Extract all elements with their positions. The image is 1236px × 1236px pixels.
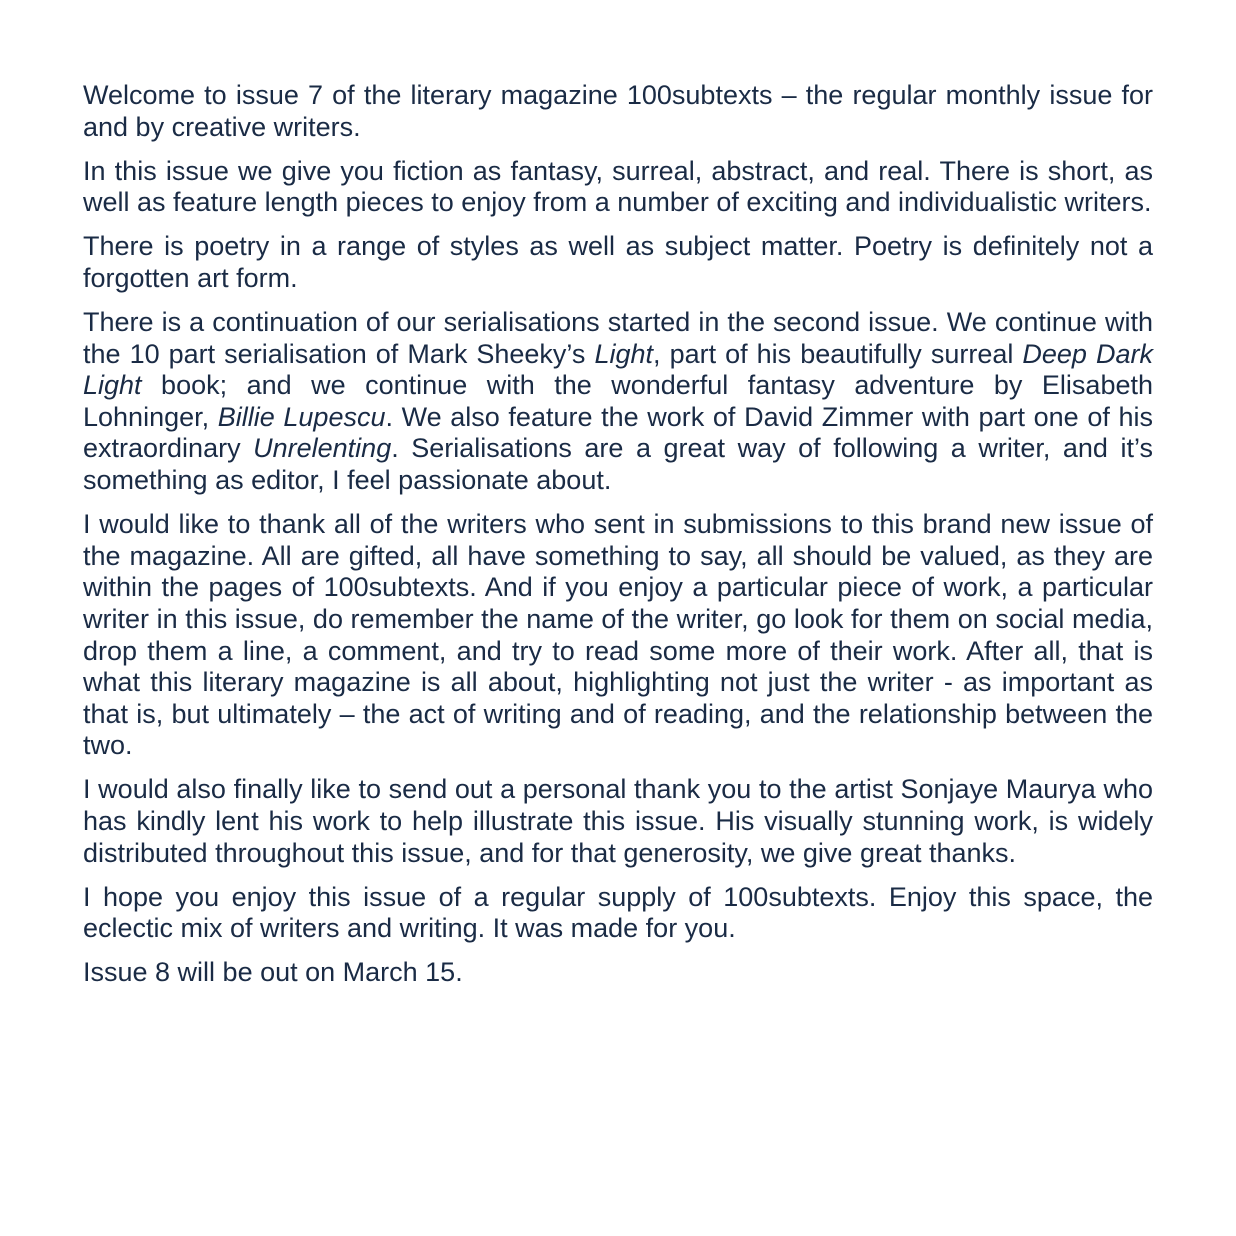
closing-paragraph: I hope you enjoy this issue of a regular supply of 100subtexts. Enjoy this space, the eclectic mix of writers and writing. It was made for you. [83,881,1153,944]
thanks-writers-paragraph: I would like to thank all of the writers who sent in submissions to this brand new issue of the magazine. All are gifted, all have something to say, all should be valued, as they are within the pages of 100subtexts. And if you enjoy a particular piece of work, a particular writer in this issue, do remember the name of the writer, go look for them on social media, drop them a line, a comment, and try to read some more of their work. After all, that is what this literary magazine is all about, highlighting not just the writer - as important as that is, but ultimately – the act of writing and of reading, and the relationship between the two. [83,509,1153,761]
serialisations-paragraph [83,307,1153,497]
title-light: Light [594,338,654,369]
serialisations-text-5: . Serialisations are a great way of following a writer, and it’s something as editor, I feel passionate about. [83,433,1153,496]
serialisations-text-2: , part of his beautifully surreal [653,338,1023,369]
serialisations-text-3: book; and we continue with the wonderful fantasy adventure by Elisabeth Lohninger, [83,370,1153,432]
fiction-paragraph: In this issue we give you fiction as fantasy, surreal, abstract, and real. There is short, as well as feature length pieces to enjoy from a number of exciting and individualistic writers. [83,155,1153,218]
editorial-page [83,80,1153,989]
title-unrelenting: Unrelenting [253,433,392,464]
serialisations-text-4: . We also feature the work of David Zimmer with part one of his extraordinary [83,401,1153,464]
title-billie-lupescu: Billie Lupescu [217,401,386,432]
intro-paragraph: Welcome to issue 7 of the literary magazine 100subtexts – the regular monthly issue for and by creative writers. [83,80,1153,142]
thanks-artist-paragraph: I would also finally like to send out a personal thank you to the artist Sonjaye Maurya who has kindly lent his work to help illustrate this issue. His visually stunning work, is widely distributed throughout this issue, and for that generosity, we give great thanks. [83,774,1153,868]
poetry-paragraph: There is poetry in a range of styles as well as subject matter. Poetry is definitely not a forgotten art form. [83,231,1153,293]
next-issue-paragraph: Issue 8 will be out on March 15. [83,957,463,988]
serialisations-text-1: There is a continuation of our serialisations started in the second issue. We continue with the 10 part serialisation of Mark Sheeky’s [83,307,1153,369]
title-deep-dark-light: Deep Dark Light [83,338,1153,401]
